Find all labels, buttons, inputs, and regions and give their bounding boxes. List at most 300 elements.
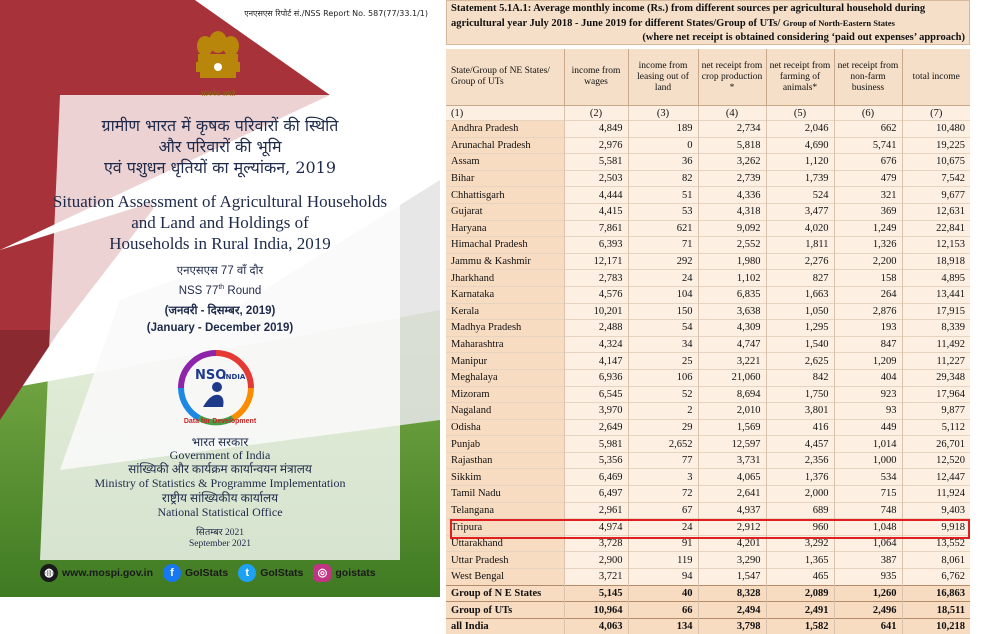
table-cell: 2,552 bbox=[698, 237, 766, 254]
row-label: Maharashtra bbox=[446, 336, 564, 353]
table-cell: 21,060 bbox=[698, 369, 766, 386]
table-cell: 3,477 bbox=[766, 203, 834, 220]
row-label: Jammu & Kashmir bbox=[446, 253, 564, 270]
table-cell: 4,444 bbox=[564, 187, 628, 204]
table-cell: 4,020 bbox=[766, 220, 834, 237]
table-cell: 1,540 bbox=[766, 336, 834, 353]
table-cell: 1,048 bbox=[834, 519, 902, 536]
table-row bbox=[446, 486, 970, 503]
table-row bbox=[446, 121, 970, 138]
table-cell: 24 bbox=[628, 270, 698, 287]
table-row bbox=[446, 170, 970, 187]
table-row bbox=[446, 154, 970, 171]
table-cell: 2 bbox=[628, 403, 698, 420]
table-cell: 29 bbox=[628, 419, 698, 436]
table-cell: 387 bbox=[834, 552, 902, 569]
income-table bbox=[446, 49, 970, 634]
globe-icon: ◍ bbox=[40, 564, 58, 582]
row-label: Meghalaya bbox=[446, 369, 564, 386]
table-cell: 3,638 bbox=[698, 303, 766, 320]
statement-line-1: Statement 5.1A.1: Average monthly income (Rs.) from different sources per agricultural household during bbox=[451, 2, 965, 16]
row-label: Odisha bbox=[446, 419, 564, 436]
date-hindi: सितम्बर 2021 bbox=[0, 528, 440, 539]
table-cell: 3,290 bbox=[698, 552, 766, 569]
table-cell: 1,295 bbox=[766, 320, 834, 337]
table-cell: 4,974 bbox=[564, 519, 628, 536]
table-cell: 5,741 bbox=[834, 137, 902, 154]
row-label: Telangana bbox=[446, 502, 564, 519]
table-row bbox=[446, 253, 970, 270]
table-cell: 479 bbox=[834, 170, 902, 187]
col-number: (4) bbox=[698, 106, 766, 121]
table-row bbox=[446, 203, 970, 220]
table-cell: 2,488 bbox=[564, 320, 628, 337]
row-label: Madhya Pradesh bbox=[446, 320, 564, 337]
table-cell: 6,762 bbox=[902, 569, 970, 586]
table-cell: 25 bbox=[628, 353, 698, 370]
table-cell: 67 bbox=[628, 502, 698, 519]
twitter-icon: t bbox=[238, 564, 256, 582]
table-cell: 9,918 bbox=[902, 519, 970, 536]
table-cell: 2,739 bbox=[698, 170, 766, 187]
table-cell: 1,980 bbox=[698, 253, 766, 270]
table-cell: 18,511 bbox=[902, 602, 970, 619]
table-cell: 2,046 bbox=[766, 121, 834, 138]
table-cell: 2,010 bbox=[698, 403, 766, 420]
column-number-row bbox=[446, 106, 970, 121]
table-cell: 17,964 bbox=[902, 386, 970, 403]
table-cell: 404 bbox=[834, 369, 902, 386]
table-cell: 9,877 bbox=[902, 403, 970, 420]
table-row bbox=[446, 502, 970, 519]
table-cell: 10,480 bbox=[902, 121, 970, 138]
table-cell: 93 bbox=[834, 403, 902, 420]
govt-hindi: भारत सरकार bbox=[0, 435, 440, 449]
table-row bbox=[446, 320, 970, 337]
col-number: (7) bbox=[902, 106, 970, 121]
table-cell: 748 bbox=[834, 502, 902, 519]
row-label: Arunachal Pradesh bbox=[446, 137, 564, 154]
table-cell: 1,811 bbox=[766, 237, 834, 254]
table-cell: 5,818 bbox=[698, 137, 766, 154]
title-english-3: Households in Rural India, 2019 bbox=[0, 233, 440, 254]
table-cell: 40 bbox=[628, 585, 698, 602]
statement-line-2 bbox=[451, 16, 965, 31]
table-row bbox=[446, 353, 970, 370]
table-cell: 12,597 bbox=[698, 436, 766, 453]
header-animals: net receipt from farming of animals* bbox=[766, 49, 834, 106]
table-cell: 923 bbox=[834, 386, 902, 403]
table-cell: 9,677 bbox=[902, 187, 970, 204]
table-cell: 13,552 bbox=[902, 535, 970, 552]
statement-line-3: (where net receipt is obtained considering ‘paid out expenses’ approach) bbox=[451, 31, 965, 45]
table-cell: 5,981 bbox=[564, 436, 628, 453]
row-label: all India bbox=[446, 618, 564, 634]
table-cell: 847 bbox=[834, 336, 902, 353]
table-cell: 10,964 bbox=[564, 602, 628, 619]
title-hindi-1: ग्रामीण भारत में कृषक परिवारों की स्थिति bbox=[0, 115, 440, 136]
table-cell: 13,441 bbox=[902, 286, 970, 303]
table-cell: 12,153 bbox=[902, 237, 970, 254]
nso-logo-text: NSO bbox=[195, 368, 226, 383]
table-cell: 1,750 bbox=[766, 386, 834, 403]
table-cell: 2,900 bbox=[564, 552, 628, 569]
table-cell: 34 bbox=[628, 336, 698, 353]
table-cell: 4,336 bbox=[698, 187, 766, 204]
table-cell: 2,912 bbox=[698, 519, 766, 536]
table-cell: 53 bbox=[628, 203, 698, 220]
table-row bbox=[446, 336, 970, 353]
row-label: Gujarat bbox=[446, 203, 564, 220]
table-cell: 7,542 bbox=[902, 170, 970, 187]
table-cell: 4,324 bbox=[564, 336, 628, 353]
table-cell: 2,641 bbox=[698, 486, 766, 503]
table-cell: 22,841 bbox=[902, 220, 970, 237]
table-cell: 158 bbox=[834, 270, 902, 287]
table-cell: 5,145 bbox=[564, 585, 628, 602]
statement-line-2-small: Group of North-Eastern States bbox=[783, 18, 895, 28]
table-row bbox=[446, 452, 970, 469]
row-label: Kerala bbox=[446, 303, 564, 320]
table-cell: 4,576 bbox=[564, 286, 628, 303]
row-label: Manipur bbox=[446, 353, 564, 370]
table-cell: 3,801 bbox=[766, 403, 834, 420]
title-english-2: and Land and Holdings of bbox=[0, 212, 440, 233]
table-row bbox=[446, 286, 970, 303]
row-label: Group of UTs bbox=[446, 602, 564, 619]
row-label: Tamil Nadu bbox=[446, 486, 564, 503]
statement-line-2-main: agricultural year July 2018 - June 2019 for different States/Group of UTs/ bbox=[451, 18, 780, 29]
row-label: Himachal Pradesh bbox=[446, 237, 564, 254]
table-cell: 3,262 bbox=[698, 154, 766, 171]
table-cell: 6,393 bbox=[564, 237, 628, 254]
table-cell: 5,112 bbox=[902, 419, 970, 436]
table-cell: 449 bbox=[834, 419, 902, 436]
row-label: Assam bbox=[446, 154, 564, 171]
period-english: (January - December 2019) bbox=[0, 320, 440, 336]
row-label: Haryana bbox=[446, 220, 564, 237]
table-row bbox=[446, 270, 970, 287]
table-cell: 2,496 bbox=[834, 602, 902, 619]
header-crop: net receipt from crop production * bbox=[698, 49, 766, 106]
header-wages: income from wages bbox=[564, 49, 628, 106]
office-english: National Statistical Office bbox=[0, 505, 440, 519]
facebook-handle: GoIStats bbox=[185, 567, 228, 579]
title-hindi-3: एवं पशुधन धृतियों का मूल्यांकन, 2019 bbox=[0, 157, 440, 178]
table-cell: 134 bbox=[628, 618, 698, 634]
table-cell: 66 bbox=[628, 602, 698, 619]
table-cell: 3 bbox=[628, 469, 698, 486]
table-cell: 4,747 bbox=[698, 336, 766, 353]
round-suffix: th bbox=[218, 284, 224, 291]
table-row bbox=[446, 386, 970, 403]
col-number: (5) bbox=[766, 106, 834, 121]
table-cell: 1,569 bbox=[698, 419, 766, 436]
table-cell: 1,260 bbox=[834, 585, 902, 602]
table-cell: 8,694 bbox=[698, 386, 766, 403]
twitter-link[interactable] bbox=[238, 564, 303, 582]
table-cell: 29,348 bbox=[902, 369, 970, 386]
table-cell: 52 bbox=[628, 386, 698, 403]
table-cell: 369 bbox=[834, 203, 902, 220]
table-cell: 4,895 bbox=[902, 270, 970, 287]
table-cell: 4,457 bbox=[766, 436, 834, 453]
table-cell: 715 bbox=[834, 486, 902, 503]
table-cell: 1,582 bbox=[766, 618, 834, 634]
table-cell: 9,403 bbox=[902, 502, 970, 519]
table-cell: 5,356 bbox=[564, 452, 628, 469]
nso-logo-country: INDIA bbox=[223, 373, 246, 381]
table-cell: 689 bbox=[766, 502, 834, 519]
facebook-icon: f bbox=[163, 564, 181, 582]
table-cell: 106 bbox=[628, 369, 698, 386]
table-cell: 1,014 bbox=[834, 436, 902, 453]
table-cell: 3,721 bbox=[564, 569, 628, 586]
report-number: एनएसएस रिपोर्ट सं./NSS Report No. 587(77/33.1/1) bbox=[244, 8, 428, 19]
row-label: Uttarakhand bbox=[446, 535, 564, 552]
header-state: State/Group of NE States/ Group of UTs bbox=[446, 49, 564, 106]
table-cell: 71 bbox=[628, 237, 698, 254]
table-cell: 94 bbox=[628, 569, 698, 586]
table-cell: 3,221 bbox=[698, 353, 766, 370]
govt-english: Government of India bbox=[0, 448, 440, 462]
total-row bbox=[446, 585, 970, 602]
table-cell: 4,063 bbox=[564, 618, 628, 634]
table-cell: 2,491 bbox=[766, 602, 834, 619]
table-cell: 26,701 bbox=[902, 436, 970, 453]
table-cell: 3,728 bbox=[564, 535, 628, 552]
table-cell: 12,447 bbox=[902, 469, 970, 486]
round-word: Round bbox=[227, 285, 261, 297]
table-cell: 2,649 bbox=[564, 419, 628, 436]
table-cell: 36 bbox=[628, 154, 698, 171]
round-english bbox=[0, 280, 440, 299]
statement-caption bbox=[446, 0, 970, 45]
table-cell: 4,849 bbox=[564, 121, 628, 138]
table-cell: 12,631 bbox=[902, 203, 970, 220]
table-cell: 1,064 bbox=[834, 535, 902, 552]
table-cell: 1,326 bbox=[834, 237, 902, 254]
row-label: Nagaland bbox=[446, 403, 564, 420]
table-cell: 5,581 bbox=[564, 154, 628, 171]
website-link[interactable] bbox=[40, 564, 153, 582]
table-cell: 10,675 bbox=[902, 154, 970, 171]
table-cell: 54 bbox=[628, 320, 698, 337]
table-cell: 9,092 bbox=[698, 220, 766, 237]
instagram-icon: ◎ bbox=[313, 564, 331, 582]
table-cell: 2,356 bbox=[766, 452, 834, 469]
table-cell: 119 bbox=[628, 552, 698, 569]
twitter-handle: GoIStats bbox=[260, 567, 303, 579]
total-row bbox=[446, 602, 970, 619]
table-cell: 4,318 bbox=[698, 203, 766, 220]
table-cell: 321 bbox=[834, 187, 902, 204]
table-cell: 1,663 bbox=[766, 286, 834, 303]
col-number: (6) bbox=[834, 106, 902, 121]
table-cell: 2,089 bbox=[766, 585, 834, 602]
table-row bbox=[446, 237, 970, 254]
table-cell: 2,734 bbox=[698, 121, 766, 138]
col-number: (1) bbox=[446, 106, 564, 121]
table-cell: 2,876 bbox=[834, 303, 902, 320]
table-cell: 524 bbox=[766, 187, 834, 204]
table-cell: 82 bbox=[628, 170, 698, 187]
title-english-1: Situation Assessment of Agricultural Households bbox=[0, 191, 440, 212]
col-number: (3) bbox=[628, 106, 698, 121]
row-label: Rajasthan bbox=[446, 452, 564, 469]
ministry-hindi: सांख्यिकी और कार्यक्रम कार्यान्वयन मंत्रालय bbox=[0, 462, 440, 476]
table-cell: 8,061 bbox=[902, 552, 970, 569]
table-cell: 264 bbox=[834, 286, 902, 303]
row-label: Tripura bbox=[446, 519, 564, 536]
table-cell: 1,000 bbox=[834, 452, 902, 469]
table-row bbox=[446, 403, 970, 420]
table-cell: 0 bbox=[628, 137, 698, 154]
table-body bbox=[446, 121, 970, 634]
row-label: Chhattisgarh bbox=[446, 187, 564, 204]
table-row bbox=[446, 187, 970, 204]
table-cell: 4,147 bbox=[564, 353, 628, 370]
instagram-link[interactable] bbox=[313, 564, 375, 582]
table-cell: 1,209 bbox=[834, 353, 902, 370]
date-english: September 2021 bbox=[0, 539, 440, 550]
row-label: Sikkim bbox=[446, 469, 564, 486]
nso-tagline: Data for Development bbox=[0, 418, 440, 425]
table-cell: 960 bbox=[766, 519, 834, 536]
table-cell: 2,961 bbox=[564, 502, 628, 519]
highlight-box bbox=[450, 519, 970, 539]
table-cell: 72 bbox=[628, 486, 698, 503]
table-cell: 2,494 bbox=[698, 602, 766, 619]
table-cell: 11,492 bbox=[902, 336, 970, 353]
table-cell: 11,924 bbox=[902, 486, 970, 503]
table-cell: 292 bbox=[628, 253, 698, 270]
table-cell: 2,783 bbox=[564, 270, 628, 287]
emblem-motto: सत्यमेव जयते bbox=[188, 90, 248, 99]
col-number: (2) bbox=[564, 106, 628, 121]
report-cover bbox=[0, 0, 440, 597]
table-cell: 11,227 bbox=[902, 353, 970, 370]
table-cell: 91 bbox=[628, 535, 698, 552]
table-row bbox=[446, 303, 970, 320]
table-row bbox=[446, 137, 970, 154]
table-cell: 2,000 bbox=[766, 486, 834, 503]
round-number: NSS 77 bbox=[179, 285, 219, 297]
table-cell: 51 bbox=[628, 187, 698, 204]
table-row bbox=[446, 419, 970, 436]
office-hindi: राष्ट्रीय सांख्यिकीय कार्यालय bbox=[0, 491, 440, 505]
row-label: Jharkhand bbox=[446, 270, 564, 287]
table-cell: 6,497 bbox=[564, 486, 628, 503]
row-label: Uttar Pradesh bbox=[446, 552, 564, 569]
table-cell: 6,469 bbox=[564, 469, 628, 486]
table-cell: 8,328 bbox=[698, 585, 766, 602]
table-cell: 6,545 bbox=[564, 386, 628, 403]
table-cell: 534 bbox=[834, 469, 902, 486]
instagram-handle: goistats bbox=[335, 567, 375, 579]
table-row bbox=[446, 369, 970, 386]
table-cell: 17,915 bbox=[902, 303, 970, 320]
table-cell: 77 bbox=[628, 452, 698, 469]
cover-footer bbox=[40, 561, 386, 585]
table-cell: 150 bbox=[628, 303, 698, 320]
table-cell: 1,365 bbox=[766, 552, 834, 569]
row-label: Andhra Pradesh bbox=[446, 121, 564, 138]
table-cell: 10,218 bbox=[902, 618, 970, 634]
row-label: Mizoram bbox=[446, 386, 564, 403]
table-cell: 12,171 bbox=[564, 253, 628, 270]
table-row bbox=[446, 436, 970, 453]
row-label: Karnataka bbox=[446, 286, 564, 303]
table-cell: 193 bbox=[834, 320, 902, 337]
table-cell: 7,861 bbox=[564, 220, 628, 237]
table-cell: 1,547 bbox=[698, 569, 766, 586]
total-row bbox=[446, 618, 970, 634]
table-cell: 3,970 bbox=[564, 403, 628, 420]
row-label: Group of N E States bbox=[446, 585, 564, 602]
table-cell: 416 bbox=[766, 419, 834, 436]
header-total: total income bbox=[902, 49, 970, 106]
table-cell: 4,309 bbox=[698, 320, 766, 337]
round-hindi: एनएसएस 77 वाँ दौर bbox=[0, 264, 440, 279]
table-cell: 2,976 bbox=[564, 137, 628, 154]
table-cell: 2,503 bbox=[564, 170, 628, 187]
table-cell: 18,918 bbox=[902, 253, 970, 270]
table-cell: 1,102 bbox=[698, 270, 766, 287]
table-row bbox=[446, 569, 970, 586]
table-cell: 189 bbox=[628, 121, 698, 138]
header-nonfarm: net receipt from non-farm business bbox=[834, 49, 902, 106]
row-label: West Bengal bbox=[446, 569, 564, 586]
table-cell: 621 bbox=[628, 220, 698, 237]
table-cell: 2,625 bbox=[766, 353, 834, 370]
table-cell: 1,739 bbox=[766, 170, 834, 187]
website-text: www.mospi.gov.in bbox=[62, 567, 153, 579]
table-cell: 641 bbox=[834, 618, 902, 634]
table-row bbox=[446, 220, 970, 237]
table-row bbox=[446, 552, 970, 569]
table-cell: 662 bbox=[834, 121, 902, 138]
table-cell: 4,065 bbox=[698, 469, 766, 486]
table-cell: 935 bbox=[834, 569, 902, 586]
statement-panel bbox=[446, 0, 981, 597]
table-header-row bbox=[446, 49, 970, 106]
title-hindi-2: और परिवारों की भूमि bbox=[0, 136, 440, 157]
table-row bbox=[446, 469, 970, 486]
table-cell: 4,690 bbox=[766, 137, 834, 154]
table-cell: 10,201 bbox=[564, 303, 628, 320]
table-cell: 4,201 bbox=[698, 535, 766, 552]
table-cell: 3,731 bbox=[698, 452, 766, 469]
table-cell: 16,863 bbox=[902, 585, 970, 602]
table-cell: 1,120 bbox=[766, 154, 834, 171]
table-cell: 827 bbox=[766, 270, 834, 287]
table-cell: 465 bbox=[766, 569, 834, 586]
table-cell: 676 bbox=[834, 154, 902, 171]
period-hindi: (जनवरी - दिसम्बर, 2019) bbox=[0, 303, 440, 319]
table-cell: 4,937 bbox=[698, 502, 766, 519]
table-cell: 3,292 bbox=[766, 535, 834, 552]
table-cell: 6,835 bbox=[698, 286, 766, 303]
table-cell: 2,276 bbox=[766, 253, 834, 270]
table-cell: 3,798 bbox=[698, 618, 766, 634]
facebook-link[interactable] bbox=[163, 564, 228, 582]
header-leasing: income from leasing out of land bbox=[628, 49, 698, 106]
table-cell: 104 bbox=[628, 286, 698, 303]
row-label: Punjab bbox=[446, 436, 564, 453]
table-cell: 2,200 bbox=[834, 253, 902, 270]
table-cell: 4,415 bbox=[564, 203, 628, 220]
